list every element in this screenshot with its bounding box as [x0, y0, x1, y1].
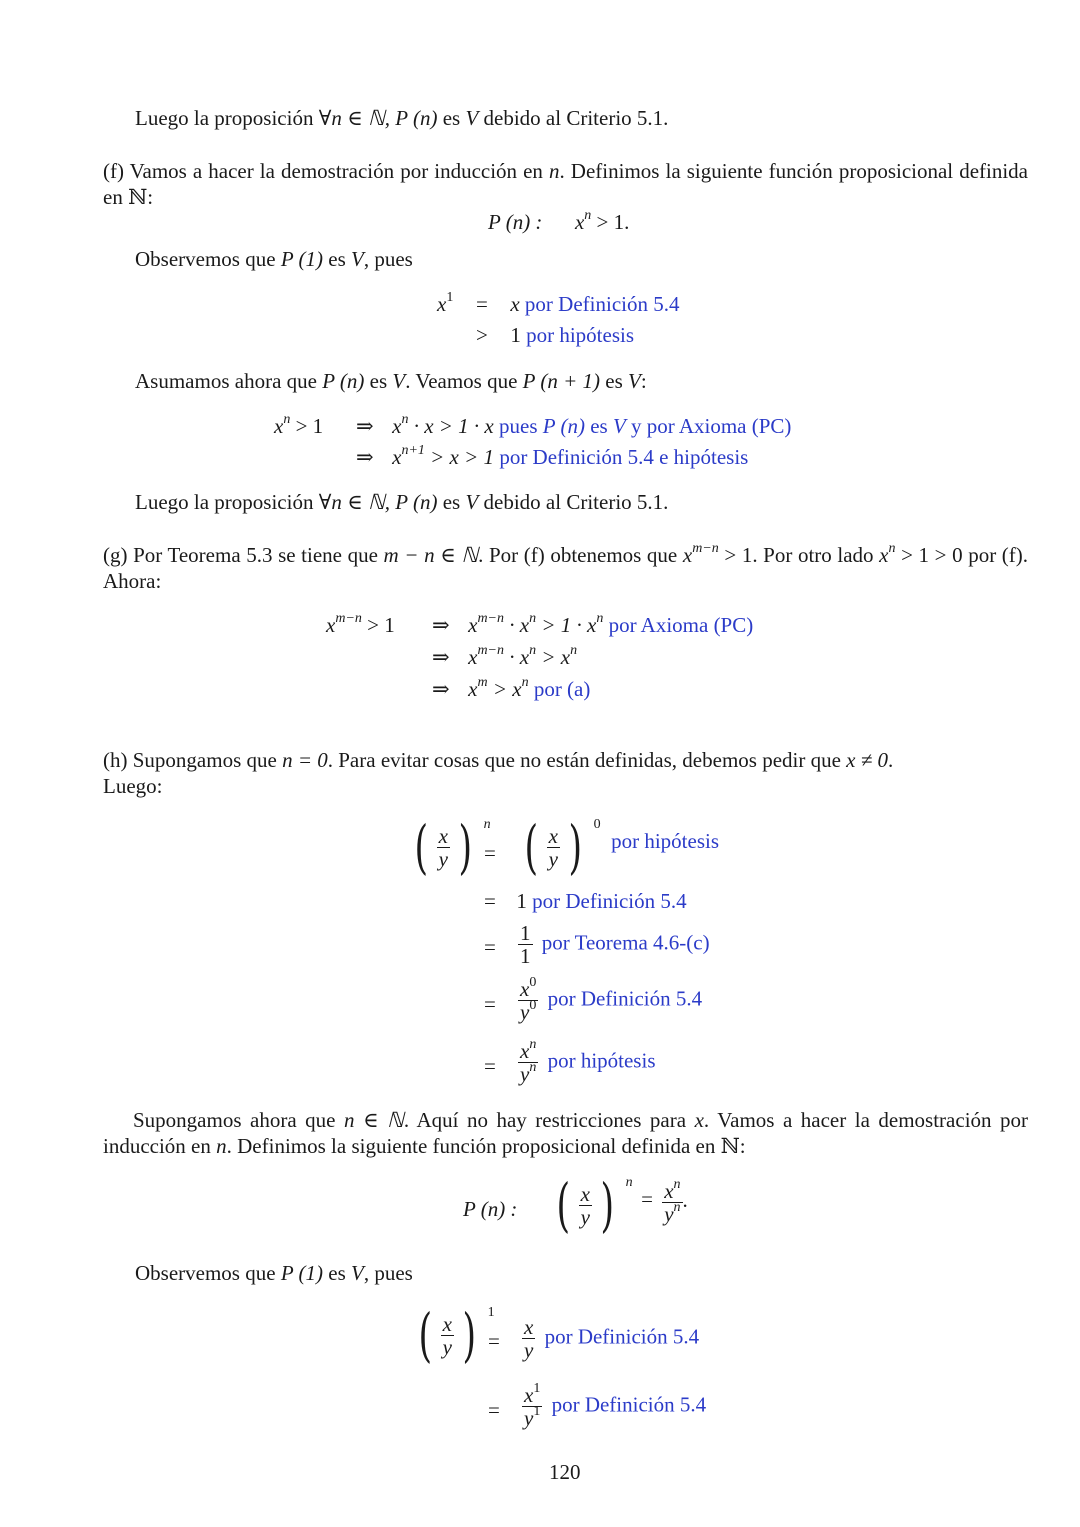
h-p1-step-1-rel [488, 1328, 500, 1354]
left-paren: ( [556, 1171, 571, 1239]
h-lhs-power [410, 813, 491, 882]
h-p1-lhs [414, 1301, 495, 1370]
exponent: n [529, 1060, 537, 1075]
math: = [484, 841, 496, 865]
text: es [328, 1261, 346, 1285]
text: . Definimos la siguiente función proposicional definida en ℕ: [103, 159, 1029, 209]
paragraph-g [103, 542, 1028, 594]
conclusion-line-1 [135, 105, 668, 131]
justification: pues [499, 414, 538, 438]
denominator: y [438, 846, 448, 871]
denominator: y [524, 1406, 534, 1430]
justification: es [590, 414, 608, 438]
denominator: y [442, 1334, 452, 1359]
math: = [476, 292, 488, 316]
exponent: n [673, 1199, 681, 1215]
math: . [682, 1188, 688, 1212]
math: > x [541, 645, 571, 669]
math: x [468, 613, 478, 637]
math: n [570, 643, 578, 658]
text: Observemos que [135, 1261, 276, 1285]
left-paren: ( [524, 813, 539, 881]
numerator: x [664, 1178, 674, 1203]
math: n [283, 412, 291, 427]
implies-symbol: ⇒ [432, 645, 450, 669]
paren-fraction [552, 1171, 633, 1239]
h-p1-step-2 [518, 1381, 707, 1430]
numerator: x [442, 1311, 452, 1336]
numerator: x [520, 977, 530, 1001]
math: 1 [516, 889, 527, 913]
math: n+1 [401, 443, 425, 458]
math: x [274, 414, 284, 438]
math: = [641, 1187, 653, 1211]
math: x [468, 677, 478, 701]
math: n = 0 [282, 748, 328, 772]
left-paren: ( [414, 813, 429, 881]
justification: por hipótesis [611, 829, 720, 853]
math: n [401, 412, 409, 427]
denominator: 1 [520, 944, 531, 968]
justification: por Definición 5.4 e hipótesis [499, 445, 749, 469]
math: P (n) [322, 369, 365, 393]
page-number: 120 [549, 1460, 581, 1484]
text: > 1 > 0 por (f). Ahora: [103, 543, 1029, 593]
math: n [549, 159, 560, 183]
right-paren: ) [458, 813, 473, 881]
fraction [518, 1037, 538, 1086]
math: > x > 1 [430, 445, 495, 469]
justification: por Definición 5.4 [547, 986, 703, 1011]
exponent: 0 [529, 975, 537, 990]
math: > [476, 323, 488, 347]
right-paren: ) [568, 813, 583, 881]
math: x [326, 613, 336, 637]
h-step-5-rel [484, 1053, 496, 1079]
text: Observemos que [135, 247, 276, 271]
math: n [584, 208, 592, 223]
math: > 1. [596, 210, 630, 234]
justification: y por Axioma (PC) [631, 414, 792, 438]
right-paren: ) [462, 1301, 477, 1369]
conclusion-line-2 [135, 489, 668, 515]
denominator: y [520, 1062, 530, 1086]
assume-line-f [135, 368, 647, 394]
impl-g-2 [432, 644, 577, 670]
math: V [465, 106, 479, 130]
exponent: n [673, 1176, 681, 1192]
text: Luego la proposición [135, 106, 314, 130]
justification: por Definición 5.4 [524, 292, 680, 316]
numerator: x [524, 1315, 534, 1339]
h-step-1 [520, 813, 720, 882]
eq-f-2 [476, 322, 634, 348]
text: es [442, 490, 461, 514]
math: x ≠ 0 [846, 748, 889, 772]
fraction [518, 975, 538, 1024]
fraction [437, 825, 450, 870]
fraction [662, 1176, 682, 1226]
justification: V [612, 414, 626, 438]
h-p1-step-1 [518, 1316, 699, 1361]
math: n [529, 643, 537, 658]
math: x [468, 645, 478, 669]
denominator: y [664, 1201, 674, 1226]
numerator: x [524, 1383, 534, 1407]
exponent: 0 [529, 998, 537, 1013]
exponent: n [625, 1175, 633, 1190]
math: m − n ∈ ℕ [383, 543, 479, 567]
observe-line-h [135, 1260, 413, 1286]
fraction [518, 922, 533, 967]
numerator: x [520, 1039, 530, 1063]
math: n ∈ ℕ [344, 1108, 404, 1132]
math: V [465, 490, 479, 514]
text: . Vamos a hacer la demostración por inducción en [103, 1108, 1029, 1158]
denominator: y [524, 1338, 534, 1362]
text: Luego: [103, 774, 163, 798]
paragraph-f [103, 158, 1028, 210]
math: n [529, 611, 537, 626]
text: debido al Criterio 5.1. [483, 106, 669, 130]
text: Supongamos ahora que [133, 1108, 336, 1132]
math: > 1 · x [541, 613, 597, 637]
math: ∀n ∈ ℕ, P (n) [318, 106, 438, 130]
text: Asumamos ahora que [135, 369, 317, 393]
paren-fraction [520, 813, 601, 881]
implies-symbol: ⇒ [432, 613, 450, 637]
math: = [488, 1329, 500, 1353]
text: debido al Criterio 5.1. [483, 490, 669, 514]
text: (f) Vamos a hacer la demostración por inducción en [103, 159, 543, 183]
math: P (n + 1) [522, 369, 601, 393]
math: 1 [446, 290, 454, 305]
justification: por hipótesis [547, 1048, 656, 1073]
text: , pues [363, 1261, 413, 1285]
exponent: 1 [487, 1305, 495, 1320]
definition-f [488, 209, 629, 235]
text: > 1. Por otro lado [724, 543, 874, 567]
implies-symbol: ⇒ [356, 414, 374, 438]
text: . Veamos que [405, 369, 518, 393]
math: V [628, 369, 641, 393]
definition-h [552, 1171, 688, 1240]
math: ∀n ∈ ℕ, P (n) [318, 490, 438, 514]
math: > 1 [295, 414, 324, 438]
math: m−n [477, 643, 504, 658]
math: = [484, 889, 496, 913]
definition-h-lhs [463, 1196, 517, 1222]
numerator: x [580, 1181, 590, 1206]
denominator: y [548, 846, 558, 871]
exponent: 1 [533, 1381, 541, 1396]
text: (h) Supongamos que [103, 748, 277, 772]
impl-f-2 [356, 444, 748, 470]
math: x [682, 543, 693, 567]
math: n [888, 541, 896, 556]
exponent: n [483, 817, 491, 832]
impl-f-1 [356, 413, 791, 439]
math: m−n [692, 541, 719, 556]
denominator: y [580, 1204, 590, 1229]
math: x [437, 292, 447, 316]
math: m−n [477, 611, 504, 626]
text: es [442, 106, 461, 130]
text: Luego la proposición [135, 490, 314, 514]
eq-f-1-rhs [476, 291, 679, 317]
h-step-4 [514, 975, 703, 1024]
math: x [392, 445, 402, 469]
impl-g-3 [432, 676, 590, 702]
h-step-3-rel [484, 934, 496, 960]
fraction [579, 1183, 592, 1228]
left-paren: ( [418, 1301, 433, 1369]
math: V [351, 247, 364, 271]
justification: P (n) [542, 414, 585, 438]
justification: por Definición 5.4 [532, 889, 687, 913]
math: = [484, 992, 496, 1016]
math: · x [509, 645, 530, 669]
math: = [484, 1054, 496, 1078]
math: x [392, 414, 402, 438]
math: m−n [335, 611, 362, 626]
text: es [369, 369, 388, 393]
eq-f-1 [437, 291, 453, 317]
paragraph-h-2 [103, 1107, 1028, 1159]
h-p1-step-2-rel [488, 1397, 500, 1423]
right-paren: ) [600, 1171, 615, 1239]
text: es [605, 369, 623, 393]
math: V [392, 369, 406, 393]
math: n [521, 675, 529, 690]
numerator: x [438, 823, 448, 848]
math: P (1) [280, 1261, 323, 1285]
math: 1 [510, 323, 521, 347]
exponent: n [529, 1037, 537, 1052]
math: P (n) : [488, 210, 543, 234]
paren-fraction [410, 813, 491, 881]
math: n [216, 1134, 227, 1158]
h-step-4-rel [484, 991, 496, 1017]
impl-g-1 [432, 612, 753, 638]
math: · x [509, 613, 530, 637]
fraction [522, 1381, 542, 1430]
math: x [574, 210, 585, 234]
text: : [640, 369, 647, 393]
justification: por Definición 5.4 [551, 1392, 707, 1417]
exponent: 1 [533, 1404, 541, 1419]
paragraph-h [103, 747, 1028, 799]
observe-line-f [135, 246, 413, 272]
text: , pues [363, 247, 413, 271]
math: x [879, 543, 889, 567]
math: · x > 1 · x [413, 414, 494, 438]
math: = [488, 1398, 500, 1422]
implies-symbol: ⇒ [356, 445, 374, 469]
h-step-1-rel [484, 840, 496, 866]
justification: por hipótesis [526, 323, 635, 347]
impl-f-1-lhs [274, 413, 323, 439]
math: x [694, 1108, 704, 1132]
impl-g-1-lhs [326, 612, 395, 638]
text: . Por (f) obtenemos que [478, 543, 678, 567]
justification: por Teorema 4.6-(c) [541, 930, 710, 955]
numerator: x [548, 823, 558, 848]
math: n [596, 611, 604, 626]
h-step-3 [514, 922, 710, 967]
math: m [477, 675, 488, 690]
justification: por Definición 5.4 [544, 1324, 700, 1349]
text: . Para evitar cosas que no están definidas, debemos pedir que [327, 748, 841, 772]
math: x [510, 292, 520, 316]
math: P (1) [280, 247, 323, 271]
h-step-5 [514, 1037, 656, 1086]
fraction [522, 1316, 535, 1361]
text: (g) Por Teorema 5.3 se tiene que [103, 543, 378, 567]
justification: por Axioma (PC) [608, 613, 754, 637]
text: . Aquí no hay restricciones para [403, 1108, 687, 1132]
text: es [328, 247, 346, 271]
implies-symbol: ⇒ [432, 677, 450, 701]
math: P (n) : [463, 1197, 518, 1221]
fraction [547, 825, 560, 870]
text: . Definimos la siguiente función proposicional definida en ℕ: [226, 1134, 746, 1158]
math: > 1 [367, 613, 395, 637]
h-step-2 [484, 888, 687, 914]
numerator: 1 [520, 921, 531, 945]
math: V [351, 1261, 364, 1285]
math: > x [492, 677, 522, 701]
exponent: 0 [593, 817, 601, 832]
justification: por (a) [533, 677, 591, 701]
paren-fraction [414, 1301, 495, 1369]
text: . [888, 748, 894, 772]
math: = [484, 935, 496, 959]
fraction [441, 1313, 454, 1358]
denominator: y [520, 1000, 530, 1024]
